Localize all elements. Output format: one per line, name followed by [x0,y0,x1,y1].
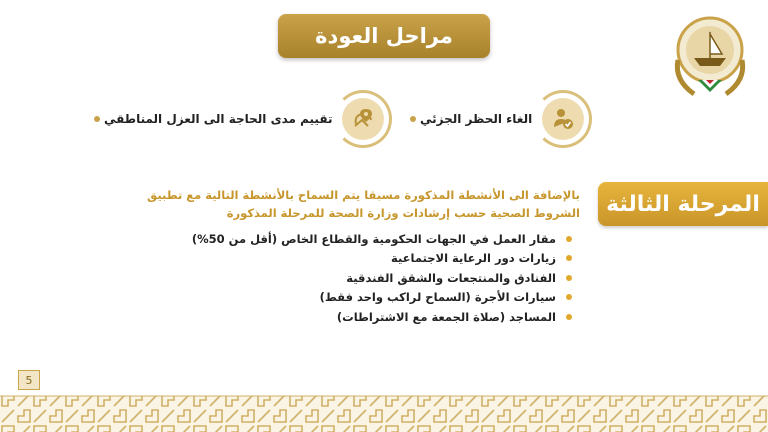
kuwait-emblem-logo [664,10,756,102]
list-item-text: زيارات دور الرعاية الاجتماعية [391,251,556,266]
list-item [192,229,572,249]
activity-list [192,229,572,327]
list-item-text: سيارات الأجرة (السماح لراكب واحد فقط) [319,290,556,305]
list-item-text: الفنادق والمنتجعات والشقق الفندقية [346,270,556,285]
bullet-dot [566,275,572,281]
bullet-dot [410,116,416,122]
bullet-dot [566,314,572,320]
item-ring [334,90,392,148]
page-number: 5 [18,370,40,390]
list-item [192,268,572,288]
item-ring [534,90,592,148]
intro-text: بالإضافة الى الأنشطة المذكورة مسبقا يتم السماح بالأنشطة التالية مع تطبيق الشروط الصحية حسب إرشادات وزارة الصحة للمرحلة المذكورة [146,188,580,220]
phase-title: المرحلة الثالثة [598,182,768,226]
decorative-border-pattern [0,392,768,432]
list-item-text: مقار العمل في الجهات الحكومية والقطاع الخاص (أقل من 50%) [191,231,556,246]
item-label: الغاء الحظر الجزئي [420,112,533,126]
list-item [192,288,572,308]
bullet-dot [566,255,572,261]
list-item-text: المساجد (صلاة الجمعة مع الاشتراطات) [336,309,556,324]
bullet-dot [566,294,572,300]
item-lift-partial-curfew [410,90,592,148]
list-item [192,307,572,327]
person-check-icon [551,107,575,131]
location-pin-icon [350,106,376,132]
bullet-dot [566,236,572,242]
item-regional-isolation [94,90,392,148]
page-title: مراحل العودة [278,14,490,58]
item-label: تقييم مدى الحاجة الى العزل المناطقي [104,112,333,126]
bullet-dot [94,116,100,122]
list-item [192,249,572,269]
